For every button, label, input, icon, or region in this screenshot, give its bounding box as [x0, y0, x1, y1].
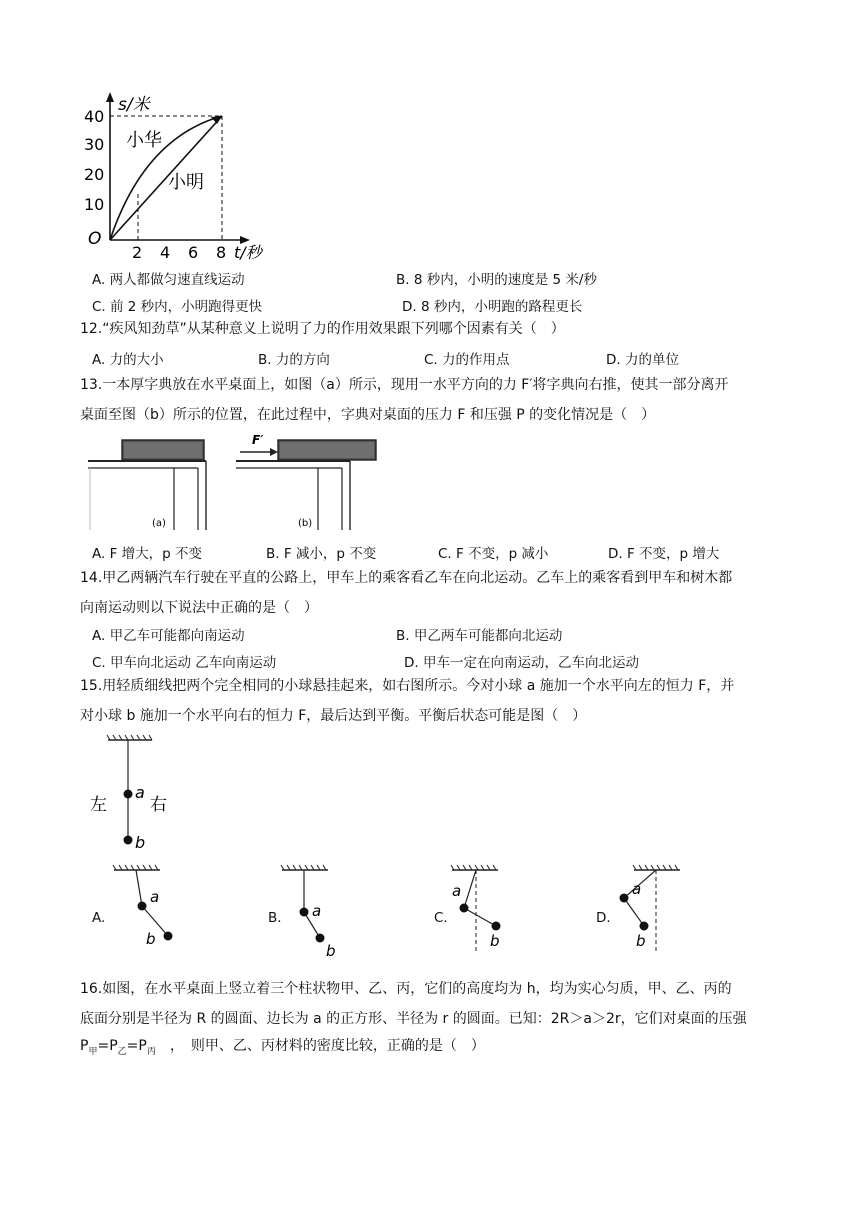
left-label: 左: [90, 795, 107, 815]
ball-b-label: b: [146, 930, 156, 948]
y-tick: 40: [84, 107, 105, 126]
q12-option-d: D. 力的单位: [606, 352, 679, 368]
y-axis-label: s/米: [118, 95, 150, 115]
fig-a-label: (a): [152, 518, 166, 529]
q16-stem-line3: [80, 1033, 485, 1065]
q15-option-a-letter: A.: [92, 910, 106, 926]
x-tick: 6: [188, 243, 199, 260]
q11-option-a: A. 两人都做匀速直线运动: [92, 272, 245, 288]
ball-a-label: a: [452, 882, 462, 900]
fig-b-label: (b): [298, 518, 313, 529]
q12-option-a: A. 力的大小: [92, 352, 164, 368]
ball-b-label: b: [326, 942, 336, 958]
q12-option-b: B. 力的方向: [258, 352, 330, 368]
ball-a-label: a: [150, 888, 160, 906]
ball-b-label: b: [490, 932, 500, 950]
q14-option-d: D. 甲车一定在向南运动，乙车向北运动: [404, 655, 639, 671]
label-xiaoming: 小明: [168, 172, 204, 193]
q13-option-c: C. F 不变，p 减小: [438, 546, 549, 562]
ball-a-label: a: [632, 880, 642, 898]
x-tick: 8: [216, 243, 227, 260]
ball-b-label: b: [636, 932, 646, 950]
q14-option-b: B. 甲乙两车可能都向北运动: [396, 628, 563, 644]
ball-a-label: a: [135, 783, 145, 802]
equals-p: =P: [126, 1038, 147, 1054]
q14-stem-line1: 14.甲乙两辆汽车行驶在平直的公路上，甲车上的乘客看乙车在向北运动。乙车上的乘客看到甲车和树木都: [80, 570, 733, 586]
x-tick: 2: [132, 243, 143, 260]
force-label: F′: [252, 433, 264, 447]
q13-option-b: B. F 减小，p 不变: [266, 546, 377, 562]
q13-option-a: A. F 增大，p 不变: [92, 546, 202, 562]
q13-stem-line2: 桌面至图（b）所示的位置，在此过程中，字典对桌面的压力 F 和压强 P 的变化情况是（ ）: [80, 407, 656, 423]
sub-yi: 乙: [117, 1046, 127, 1057]
q15-stem-line1: 15.用轻质细线把两个完全相同的小球悬挂起来，如右图所示。今对小球 a 施加一个水平向左的恒力 F，并: [80, 678, 735, 694]
q11-option-d: D. 8 秒内，小明跑的路程更长: [402, 299, 583, 315]
q14-option-a: A. 甲乙车可能都向南运动: [92, 628, 245, 644]
q15-option-c-letter: C.: [434, 910, 448, 926]
x-tick: 4: [160, 243, 171, 260]
q11-graph: [84, 88, 284, 260]
q13-stem-line1: 13.一本厚字典放在水平桌面上，如图（a）所示，现用一水平方向的力 F′将字典向右推，使其一部分离开: [80, 377, 729, 393]
pressure-p: P: [80, 1038, 89, 1054]
ball-b-label: b: [135, 833, 146, 852]
y-tick: 30: [84, 135, 105, 154]
q12-option-c: C. 力的作用点: [424, 352, 510, 368]
q14-option-c: C. 甲车向北运动 乙车向南运动: [92, 655, 277, 671]
q15-option-c-figure: [448, 862, 528, 958]
q13-option-d: D. F 不变，p 增大: [608, 546, 720, 562]
sub-bing: 丙: [146, 1046, 156, 1057]
q15-option-a-figure: [110, 862, 190, 958]
q13-figures: [88, 430, 408, 536]
origin-label: O: [88, 229, 102, 249]
q15-initial-figure: [86, 732, 176, 856]
q16-stem-tail: ， 则甲、乙、丙材料的密度比较，正确的是（ ）: [169, 1038, 485, 1054]
right-label: 右: [150, 795, 167, 815]
label-xiaohua: 小华: [126, 130, 162, 151]
q11-option-b: B. 8 秒内，小明的速度是 5 米/秒: [396, 272, 597, 288]
y-tick: 20: [84, 165, 105, 184]
q15-option-d-figure: [612, 862, 692, 958]
q15-option-b-figure: [280, 862, 360, 958]
q14-stem-line2: 向南运动则以下说法中正确的是（ ）: [80, 600, 318, 616]
q16-stem-line1: 16.如图，在水平桌面上竖立着三个柱状物甲、乙、丙，它们的高度均为 h，均为实心匀质，甲、乙、丙的: [80, 981, 732, 997]
q12-stem: 12.“疾风知劲草”从某种意义上说明了力的作用效果跟下列哪个因素有关（ ）: [80, 321, 565, 337]
y-tick: 10: [84, 195, 105, 214]
equals-p: =P: [97, 1038, 118, 1054]
x-axis-label: t/秒: [234, 243, 262, 260]
q16-stem-line2: 底面分别是半径为 R 的圆面、边长为 a 的正方形、半径为 r 的圆面。已知：2R＞a＞2r，它们对桌面的压强: [80, 1011, 747, 1027]
q11-option-c: C. 前 2 秒内，小明跑得更快: [92, 299, 263, 315]
q15-option-d-letter: D.: [596, 910, 611, 926]
q15-option-b-letter: B.: [268, 910, 282, 926]
sub-jia: 甲: [88, 1046, 98, 1057]
q15-stem-line2: 对小球 b 施加一个水平向右的恒力 F，最后达到平衡。平衡后状态可能是图（ ）: [80, 708, 587, 724]
ball-a-label: a: [312, 902, 322, 920]
